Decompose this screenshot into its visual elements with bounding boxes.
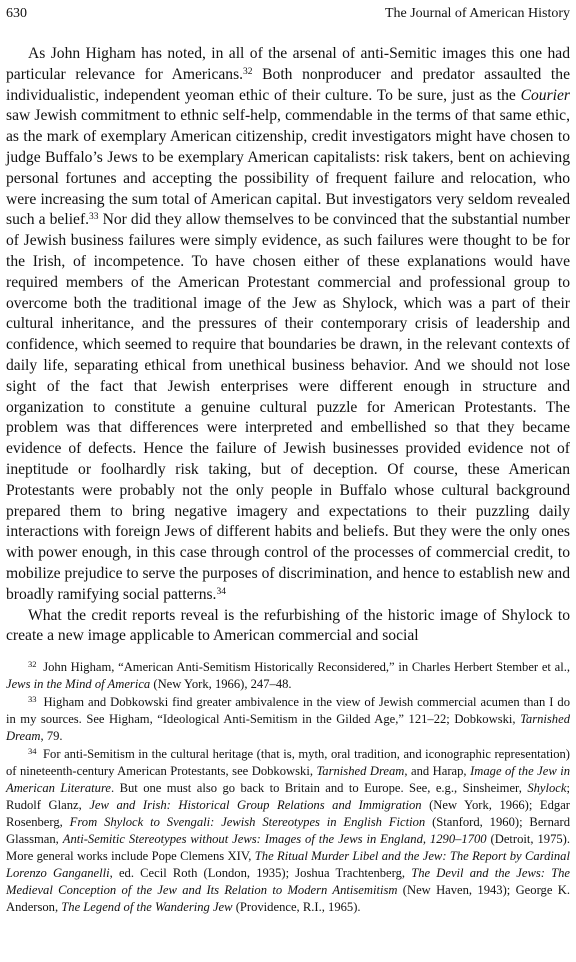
footnote-text: Higham and Dobkowski find greater ambivalence in the view of Jewish commercial acumen than I do in my sources. See Higham, “Ideological Anti-Semitism in the Gilded Age,” 121–22; Dobkowski, xyxy=(6,695,570,727)
footnote-34 xyxy=(6,746,570,916)
footnotes xyxy=(6,659,570,916)
cited-title: Shylock xyxy=(527,781,567,796)
footnote-text: . But one must also go back to Britain and to Europe. See, e.g., Sinsheimer, xyxy=(111,781,528,796)
footnote-33 xyxy=(6,694,570,745)
footnote-ref-33: 33 xyxy=(89,212,99,223)
main-text xyxy=(6,44,570,647)
body-paragraph xyxy=(6,44,570,606)
cited-title: Tarnished Dream xyxy=(6,712,570,744)
body-text-run: Nor did they allow themselves to be convinced that the substantial number of Jewish business failures were simply evidence, as such failures were thought to be for the Irish, of incompetence. To have chosen either of these explanations would have required members of the American Protestant commercial and professional group to overcome both the traditional image of the Jew as Shylock, which was a part of their cultural inheritance, and the pressures of their contemporary crisis of leadership and confidence, which seemed to require that boundaries be drawn, in the relevant contexts of daily life, separating ethical from unethical business behavior. And we should not lose sight of the fact that Jewish enterprises were different enough in structure and organization to constitute a genuine cultural puzzle for American Protestants. The problem was that differences were interpreted and embellished so that they became evidence of defects. Hence the failure of Jewish businesses provided evidence not of ineptitude or foolhardly risk taking, but of deception. Of course, these American Protestants were probably not the only people in Buffalo whose cultural background prepared them to bring negative imagery and expectations to their puzzling daily interactions with foreign Jews of different habits and beliefs. But they were the only ones with power enough, in this case through control of the processes of commercial credit, to mobilize prejudice to serve the purposes of discrimination, and hence to establish new and broadly ramifying social patterns. xyxy=(6,211,571,603)
footnote-text: (Detroit, 1975). More general works include Pope Clemens XIV, xyxy=(6,832,571,864)
body-paragraph: What the credit reports reveal is the refurbishing of the historic image of Shylock to create a new image applicable to American commercial and social xyxy=(6,606,570,645)
newspaper-title: Courier xyxy=(520,86,570,104)
cited-title: Jews in the Mind of America xyxy=(6,677,151,692)
cited-title: The Legend of the Wandering Jew xyxy=(61,900,233,915)
running-title: The Journal of American History xyxy=(384,6,570,21)
body-text-run: Both nonproducer and predator assaulted the individualistic, independent yeoman ethic of their culture. To be sure, just as the xyxy=(6,65,570,104)
footnote-text: , 79. xyxy=(40,729,63,744)
cited-title: Anti-Semitic Stereotypes without Jews: Images of the Jews in England, 1290–1700 xyxy=(62,832,487,847)
footnote-text: (New Haven, 1943); George K. Anderson, xyxy=(6,883,570,915)
footnote-number: 32 xyxy=(28,659,37,670)
cited-title: Jew and Irish: Historical Group Relations and Immigration xyxy=(89,798,422,813)
footnote-text: For anti-Semitism in the cultural heritage (that is, myth, oral tradition, and iconographic representation) of nineteenth-century American Protestants, see Dobkowski, xyxy=(6,747,570,779)
footnote-text: (New York, 1966); Edgar Rosenberg, xyxy=(6,798,570,830)
footnote-32 xyxy=(6,659,570,693)
footnote-ref-32: 32 xyxy=(243,66,253,77)
footnote-text: (Stanford, 1960); Bernard Glassman, xyxy=(6,815,570,847)
footnote-ref-34: 34 xyxy=(216,586,226,597)
footnote-text: , and Harap, xyxy=(404,764,471,779)
cited-title: The Ritual Murder Libel and the Jew: The Report by Cardinal Lorenzo Ganganelli xyxy=(6,849,570,881)
footnote-number: 33 xyxy=(28,694,37,705)
cited-title: Image of the Jew in American Literature xyxy=(6,764,571,796)
footnote-text: (New York, 1966), 247–48. xyxy=(150,677,292,692)
page-number: 630 xyxy=(6,6,27,21)
footnote-number: 34 xyxy=(28,746,37,757)
cited-title: Tarnished Dream xyxy=(316,764,405,779)
footnote-text: ; Rudolf Glanz, xyxy=(6,781,570,813)
body-text-run: As John Higham has noted, in all of the arsenal of anti-Semitic images this one had particular relevance for Americans. xyxy=(6,45,570,83)
running-header xyxy=(6,6,570,26)
footnote-text: John Higham, “American Anti-Semitism Historically Reconsidered,” in Charles Herbert Stember et al., xyxy=(39,660,570,675)
cited-title: The Devil and the Jews: The Medieval Conception of the Jew and Its Relation to Modern Antisemitism xyxy=(6,866,571,898)
journal-page xyxy=(6,6,570,917)
cited-title: From Shylock to Svengali: Jewish Stereotypes in English Fiction xyxy=(69,815,426,830)
body-text-run: saw Jewish commitment to ethnic self-help, commendable in the terms of that same ethic, as the mark of exemplary American citizenship, credit investigators might have chosen to judge Buffalo’s Jews to be exemplary American capitalists: risk takers, bent on achieving personal fortunes and accepting the possibility of frequent failure and relocation, who were increasing the sum total of American capital. But investigators very seldom revealed such a belief. xyxy=(6,107,570,229)
footnote-text: (Providence, R.I., 1965). xyxy=(232,900,361,915)
footnote-text: , ed. Cecil Roth (London, 1935); Joshua Trachtenberg, xyxy=(109,866,412,881)
